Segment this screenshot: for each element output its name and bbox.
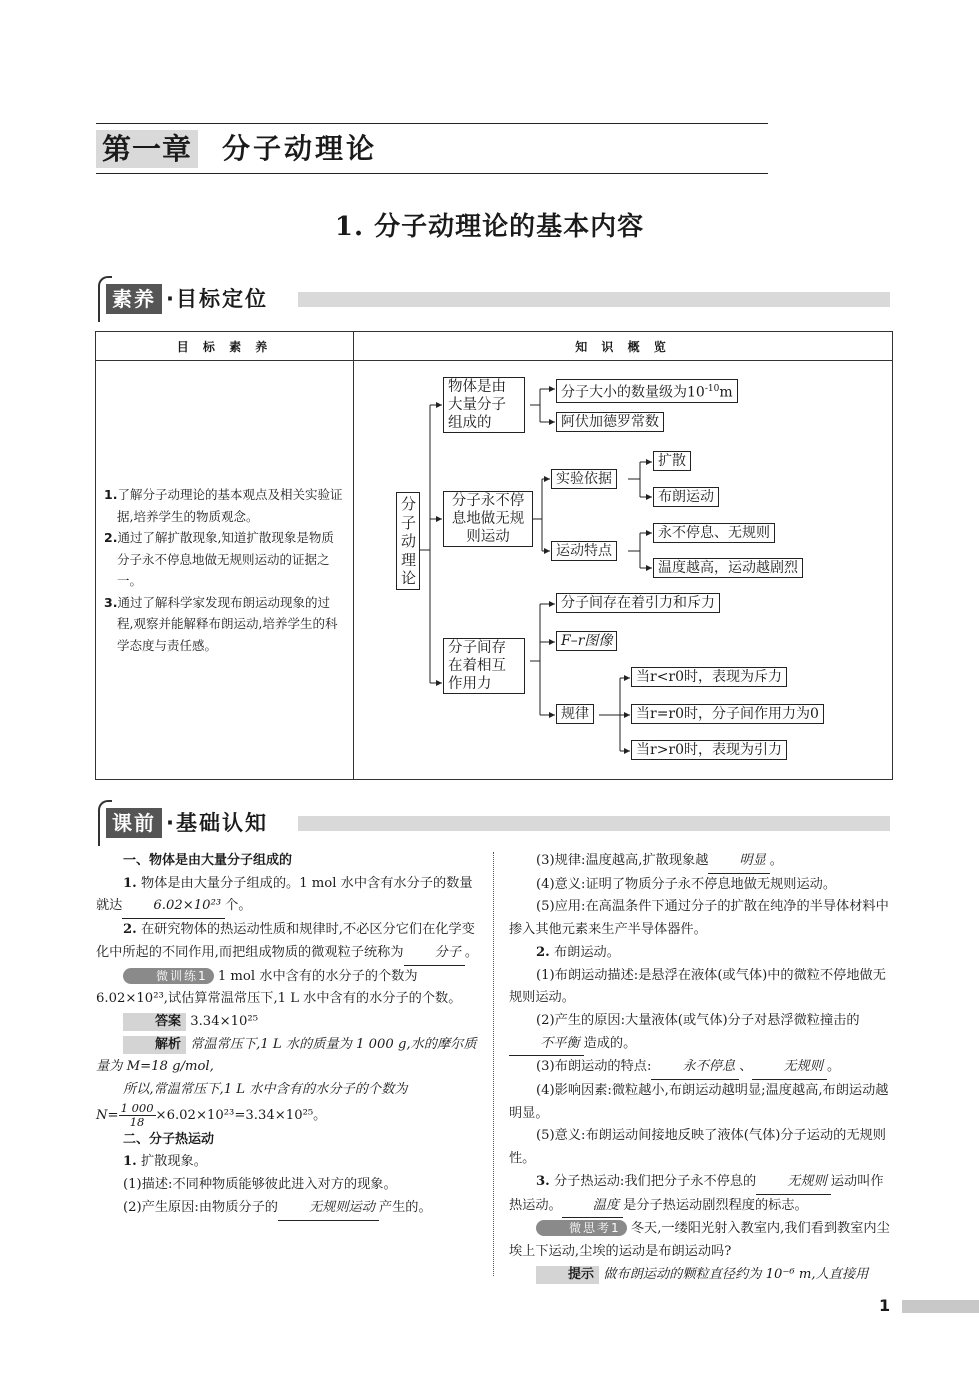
map-node-law: 规律 xyxy=(556,704,594,724)
map-node-r-less: 当r<r0时，表现为斥力 xyxy=(631,667,787,687)
map-node-molecule-size: 分子大小的数量级为$10^{-10}m$ xyxy=(556,379,738,403)
tip: 提示 做布朗运动的颗粒直径约为 10⁻⁶ m,人直接用 xyxy=(509,1264,893,1287)
table-header-overview: 知 识 概 览 xyxy=(354,332,893,361)
left-column xyxy=(96,850,480,1221)
analysis-line: 所以,常温常压下,1 L 水中含有的水分子的个数为 xyxy=(123,1082,408,1098)
analysis-label: 解析 xyxy=(123,1036,186,1054)
chapter-bottom-rule xyxy=(96,173,768,174)
table-header-goals: 目 标 素 养 xyxy=(96,332,354,361)
page-number-bar xyxy=(902,1300,979,1313)
band-tag: 素养 xyxy=(106,284,162,314)
chapter-title: 分子动理论 xyxy=(222,132,378,165)
paragraph: 1. 物体是由大量分子组成的。1 mol 水中含有水分子的数量就达 6.02×10²³ 个。 xyxy=(96,873,480,919)
map-node-temperature: 温度越高，运动越剧烈 xyxy=(653,558,803,578)
tip-label: 提示 xyxy=(536,1266,599,1284)
band-text: ·基础认知 xyxy=(166,811,268,835)
answer: 答案 3.34×10²⁵ xyxy=(96,1011,480,1034)
paragraph: 1. 扩散现象。 xyxy=(123,1154,207,1170)
paragraph: (4)影响因素:微粒越小,布朗运动越明显;温度越高,布朗运动越明显。 xyxy=(509,1083,889,1121)
map-node-ceaseless: 永不停息、无规则 xyxy=(653,523,775,543)
paragraph: 2. 在研究物体的热运动性质和规律时,不必区分它们在化学变化中所起的不同作用,而把组成物质的微观粒子统称为 分子 。 xyxy=(96,919,480,965)
chapter-tag: 第一章 xyxy=(96,130,198,168)
answer-label: 答案 xyxy=(123,1013,186,1031)
map-node-diffusion: 扩散 xyxy=(653,451,691,471)
map-node-experiment: 实验依据 xyxy=(551,469,617,489)
section-band-preclass xyxy=(98,800,892,844)
map-branch-2: 分子永不停息地做无规则运动 xyxy=(443,491,533,547)
paragraph: (2)产生原因:由物质分子的 无规则运动 产生的。 xyxy=(96,1197,480,1221)
concept-map xyxy=(354,361,892,779)
goal-item: 1.了解分子动理论的基本观点及相关实验证据,培养学生的物质观念。 xyxy=(104,487,343,524)
section-band-goals xyxy=(98,276,892,320)
map-node-brownian: 布朗运动 xyxy=(653,487,719,507)
exercise: 微训练1 1 mol 水中含有的水分子的个数为 6.02×10²³,试估算常温常压下,1 L 水中含有的水分子的个数。 xyxy=(96,968,462,1007)
paragraph: (4)意义:证明了物质分子永不停息地做无规则运动。 xyxy=(536,876,837,892)
map-node-motion-features: 运动特点 xyxy=(551,541,617,561)
band-bar xyxy=(298,816,890,831)
chapter-header xyxy=(96,124,768,172)
map-node-r-equal: 当r=r0时，分子间作用力为0 xyxy=(631,704,824,724)
heading-2: 二、分子热运动 xyxy=(123,1131,215,1147)
paragraph: (3)规律:温度越高,扩散现象越 明显 。 xyxy=(509,850,893,874)
thinking-question: 微思考1 冬天,一缕阳光射入教室内,我们看到教室内尘埃上下运动,尘埃的运动是布朗运动吗? xyxy=(509,1221,890,1259)
micro-training-chip: 微训练1 xyxy=(123,968,214,984)
micro-thinking-chip: 微思考1 xyxy=(536,1220,627,1236)
section-title: 1. 分子动理论的基本内容 xyxy=(334,212,645,242)
paragraph: (5)应用:在高温条件下通过分子的扩散在纯净的半导体材料中掺入其他元素来生产半导体器件。 xyxy=(509,899,889,938)
formula-line: N= $\frac{1 000}{18}$ ×6.02×10²³=3.34×10²⁵。 xyxy=(96,1100,327,1129)
map-node-f-r-graph: F–r图像 xyxy=(556,631,617,651)
fraction: $\frac{1 000}{18}$ xyxy=(120,1100,154,1129)
goal-item: 3.通过了解科学家发现布朗运动现象的过程,观察并能解释布朗运动,培养学生的科学态度与责任感。 xyxy=(104,594,338,653)
band-text: ·目标定位 xyxy=(166,287,268,311)
band-bar xyxy=(298,292,890,307)
goals-list xyxy=(96,484,353,656)
column-divider xyxy=(493,852,494,1276)
page-number: 1 xyxy=(879,1296,891,1315)
paragraph: (3)布朗运动的特点: 永不停息 、 无规则 。 xyxy=(509,1056,893,1080)
goals-overview-table xyxy=(95,331,893,780)
map-node-attraction-repulsion: 分子间存在着引力和斥力 xyxy=(556,593,720,613)
analysis: 解析 常温常压下,1 L 水的质量为 1 000 g,水的摩尔质量为 M=18 g/mol, xyxy=(96,1036,477,1075)
paragraph: (1)布朗运动描述:是悬浮在液体(或气体)中的微粒不停地做无规则运动。 xyxy=(509,967,886,1006)
right-column xyxy=(509,850,893,1286)
map-node-avogadro: 阿伏加德罗常数 xyxy=(556,412,664,432)
goal-item: 2.通过了解扩散现象,知道扩散现象是物质分子永不停息地做无规则运动的证据之一。 xyxy=(104,530,334,588)
map-branch-3: 分子间存在着相互作用力 xyxy=(443,638,525,694)
map-root: 分子动理论 xyxy=(396,492,420,590)
map-branch-1: 物体是由大量分子组成的 xyxy=(443,377,525,433)
paragraph: (2)产生的原因:大量液体(或气体)分子对悬浮微粒撞击的不平衡 造成的。 xyxy=(509,1010,893,1056)
band-tag: 课前 xyxy=(106,808,162,838)
paragraph: (1)描述:不同种物质能够彼此进入对方的现象。 xyxy=(123,1177,397,1193)
concept-map-cell xyxy=(354,361,893,780)
map-node-r-greater: 当r>r0时，表现为引力 xyxy=(631,740,787,760)
paragraph: 3. 分子热运动:我们把分子永不停息的 无规则 运动叫作热运动。 温度 是分子热运动剧烈程度的标志。 xyxy=(509,1171,893,1218)
heading-1: 一、物体是由大量分子组成的 xyxy=(123,853,293,868)
paragraph: 2. 布朗运动。 xyxy=(536,944,620,960)
paragraph: (5)意义:布朗运动间接地反映了液体(气体)分子运动的无规则性。 xyxy=(509,1128,886,1167)
goals-cell xyxy=(96,361,354,780)
